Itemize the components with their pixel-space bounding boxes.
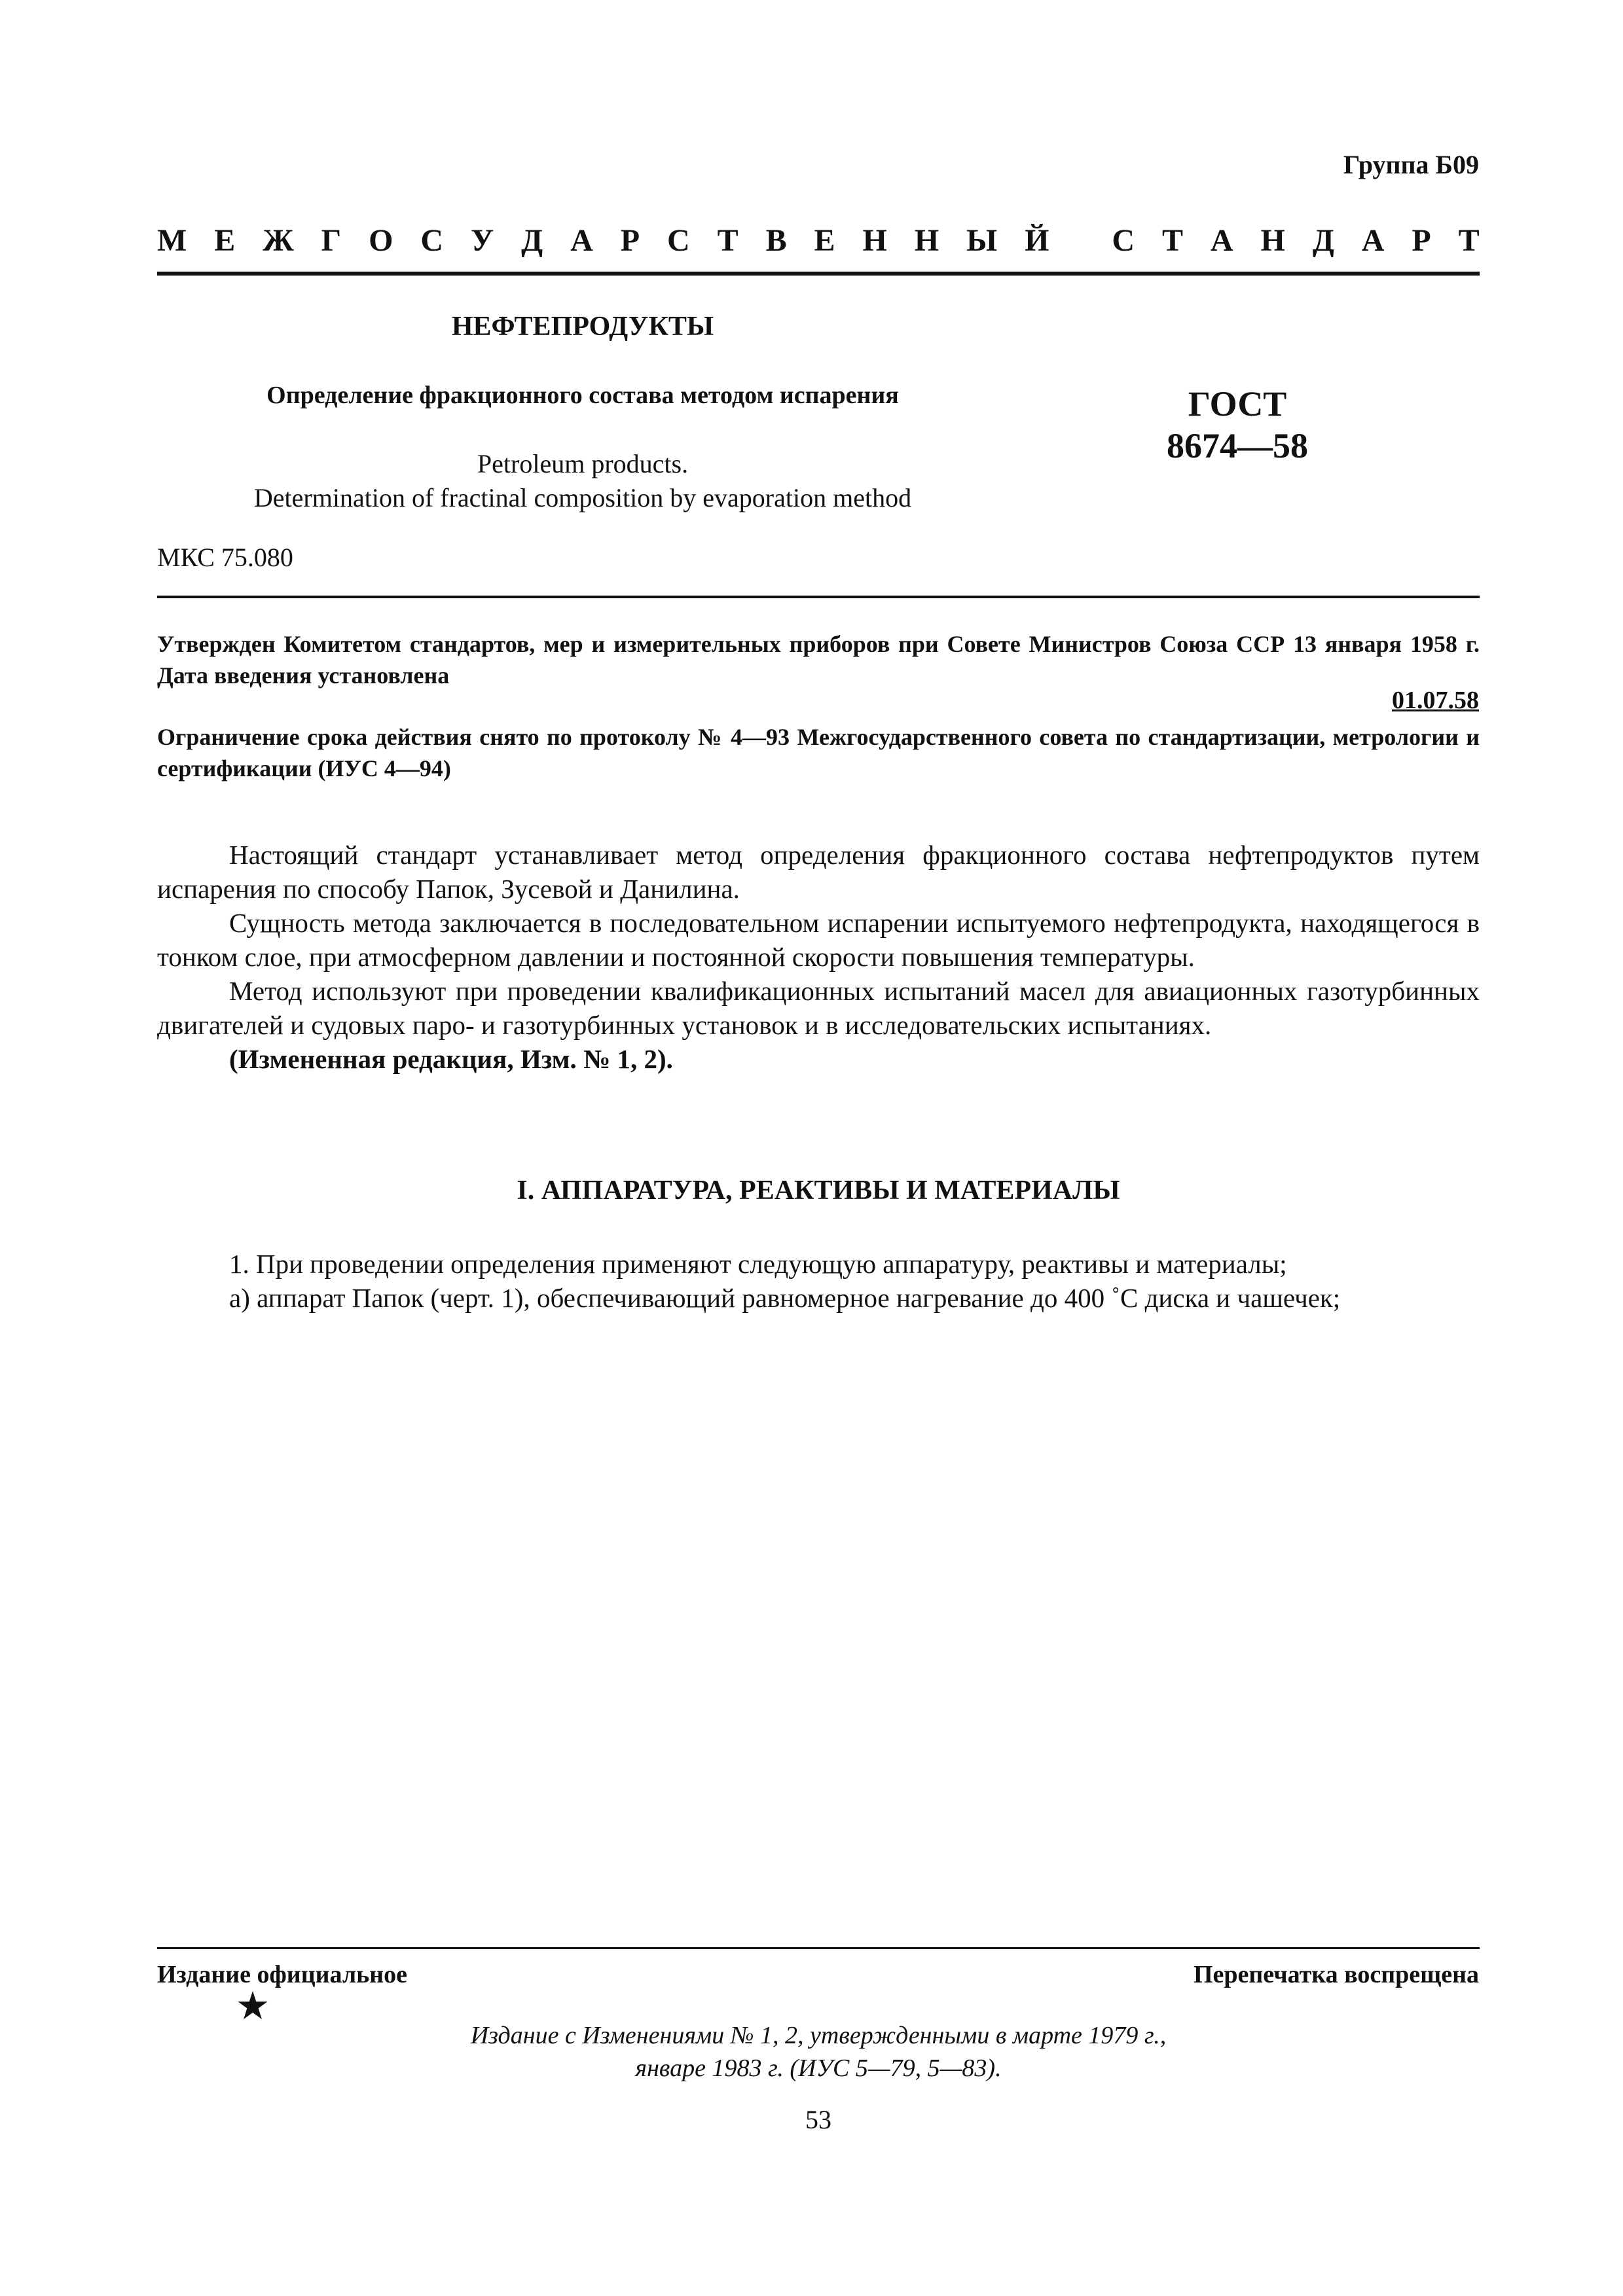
heading-letter: Н xyxy=(1260,223,1285,258)
heading-letter: С xyxy=(420,223,444,258)
official-edition-label: Издание официальное xyxy=(157,1961,408,1988)
footer-rule xyxy=(157,1947,1480,1949)
document-subtitle: Определение фракционного состава методом испарения xyxy=(266,382,899,409)
edition-note-line2: январе 1983 г. (ИУС 5—79, 5—83). xyxy=(635,2054,1002,2082)
edition-note-line1: Издание с Изменениями № 1, 2, утвержденными в марте 1979 г., xyxy=(470,2022,1167,2049)
heading-letter: Т xyxy=(717,223,739,258)
document-title: НЕФТЕПРОДУКТЫ xyxy=(451,312,714,342)
header-rule xyxy=(157,272,1480,276)
introduction-body xyxy=(157,838,1480,1076)
limitation-text: Ограничение срока действия снято по протоколу № 4—93 Межгосударственного совета по стандартизации, метрологии и сертификации (ИУС 4—94) xyxy=(157,724,1480,781)
heading-letter: В xyxy=(765,223,787,258)
paragraph-2: Сущность метода заключается в последовательном испарении испытуемого нефтепродукта, находящегося в тонком слое, при атмосферном давлении и постоянной скорости повышения температуры. xyxy=(157,908,1480,972)
star-icon xyxy=(237,1990,268,2021)
english-title-line1: Petroleum products. xyxy=(477,449,689,478)
heading-letter: Д xyxy=(1312,223,1334,258)
item-1: 1. При проведении определения применяют следующую аппаратуру, реактивы и материалы; xyxy=(229,1249,1287,1279)
gost-label: ГОСТ xyxy=(1188,384,1287,423)
heading-letter: Е xyxy=(214,223,236,258)
heading-letter: А xyxy=(1361,223,1385,258)
heading-letter: Н xyxy=(914,223,939,258)
gost-code: 8674—58 xyxy=(1167,426,1308,465)
heading-letter: У xyxy=(470,223,494,258)
heading-letter: Н xyxy=(862,223,887,258)
page-number: 53 xyxy=(805,2105,831,2134)
heading-letter: С xyxy=(1112,223,1135,258)
mks-code: МКС 75.080 xyxy=(157,543,293,572)
revision-note: (Измененная редакция, Изм. № 1, 2). xyxy=(229,1044,673,1074)
heading-letter: Т xyxy=(1161,223,1183,258)
approval-text: Утвержден Комитетом стандартов, мер и измерительных приборов при Совете Министров Союза ССР 13 января 1958 г. Дата введения установлена xyxy=(157,631,1480,689)
interstate-standard-heading xyxy=(157,223,1480,259)
heading-letter: Й xyxy=(1025,223,1049,258)
gost-number xyxy=(1113,383,1362,467)
english-title-line2: Determination of fractinal composition by evaporation method xyxy=(253,483,912,512)
heading-letter: Ж xyxy=(263,223,294,258)
paragraph-1: Настоящий стандарт устанавливает метод определения фракционного состава нефтепродуктов путем испарения по способу Папок, Зусевой и Данилина. xyxy=(157,840,1480,904)
heading-letter: А xyxy=(1210,223,1233,258)
heading-letter: Р xyxy=(620,223,640,258)
section-items xyxy=(157,1247,1480,1315)
paragraph-3: Метод используют при проведении квалификационных испытаний масел для авиационных газотурбинных двигателей и судовых паро- и газотурбинных установок и в исследовательских испытаниях. xyxy=(157,976,1480,1040)
heading-letter: А xyxy=(570,223,593,258)
heading-letter: Д xyxy=(521,223,543,258)
heading-letter: Т xyxy=(1458,223,1480,258)
heading-letter: О xyxy=(369,223,393,258)
edition-note xyxy=(157,2019,1480,2085)
section-heading: I. АППАРАТУРА, РЕАКТИВЫ И МАТЕРИАЛЫ xyxy=(517,1175,1120,1206)
heading-letter xyxy=(1076,223,1084,259)
item-a: а) аппарат Папок (черт. 1), обеспечивающий равномерное нагревание до 400 ˚С диска и чашечек; xyxy=(229,1283,1341,1313)
english-title xyxy=(157,447,1008,515)
heading-letter: М xyxy=(157,223,187,258)
reprint-prohibited-label: Перепечатка воспрещена xyxy=(1193,1961,1479,1988)
heading-letter: Р xyxy=(1412,223,1431,258)
heading-letter: Г xyxy=(321,223,342,258)
title-rule xyxy=(157,596,1480,598)
heading-letter: Е xyxy=(814,223,835,258)
heading-letter: Ы xyxy=(966,223,998,258)
introduction-date: 01.07.58 xyxy=(1392,687,1479,714)
heading-letter: С xyxy=(667,223,690,258)
group-label: Группа Б09 xyxy=(1343,150,1479,179)
